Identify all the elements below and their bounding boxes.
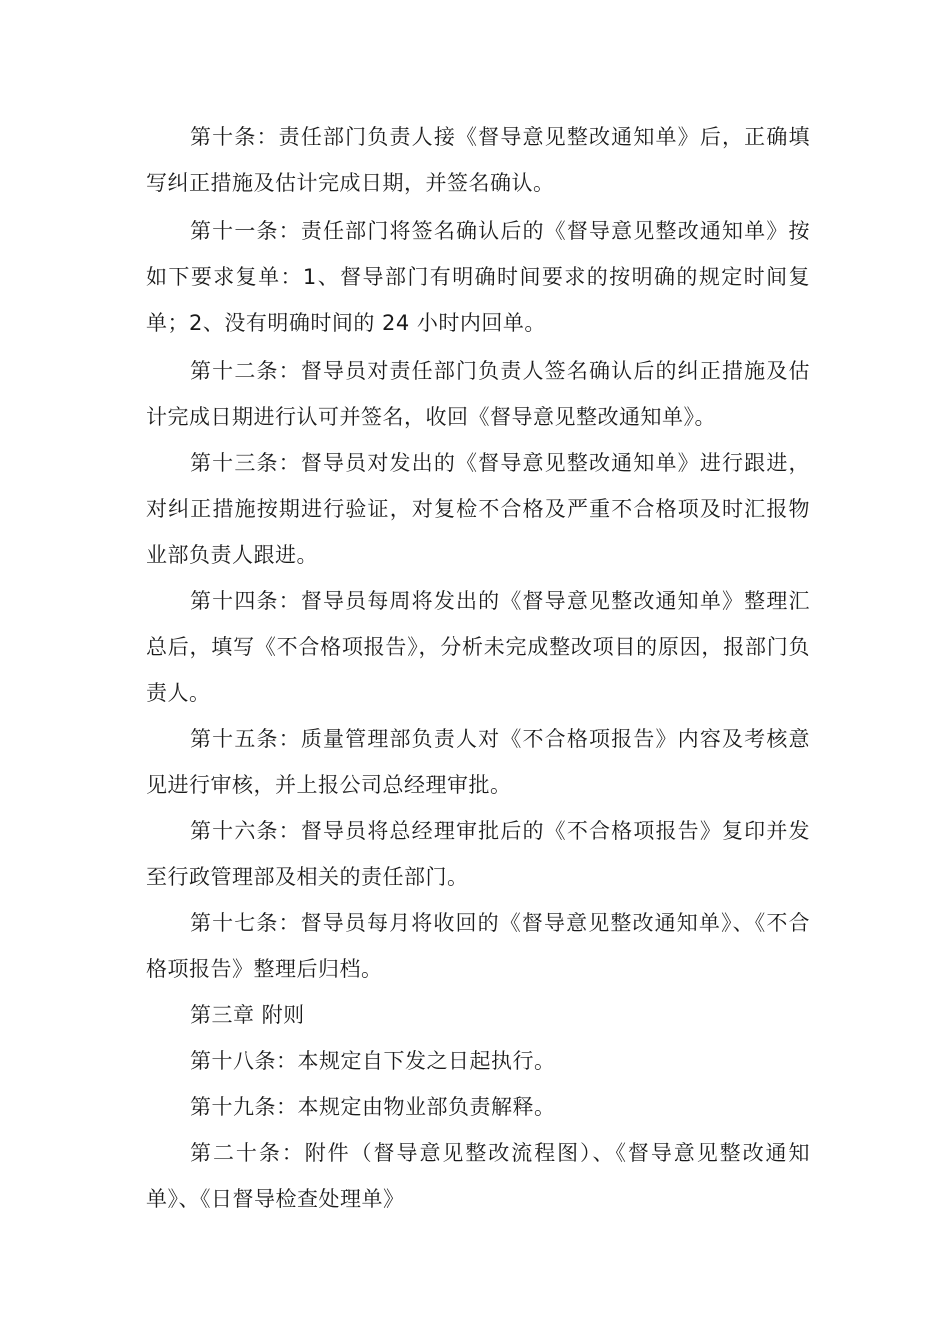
article-17: 第十七条：督导员每月将收回的《督导意见整改通知单》、《不合格项报告》整理后归档。 xyxy=(146,911,810,981)
article-10: 第十条：责任部门负责人接《督导意见整改通知单》后，正确填写纠正措施及估计完成日期，并签名确认。 xyxy=(146,125,810,195)
article-20: 第二十条：附件（督导意见整改流程图）、《督导意见整改通知单》、《日督导检查处理单》 xyxy=(146,1141,810,1211)
document-body xyxy=(146,114,810,1222)
article-13: 第十三条：督导员对发出的《督导意见整改通知单》进行跟进，对纠正措施按期进行验证，对复检不合格及严重不合格项及时汇报物业部负责人跟进。 xyxy=(146,451,810,567)
article-11: 第十一条：责任部门将签名确认后的《督导意见整改通知单》按如下要求复单：1、督导部门有明确时间要求的按明确的规定时间复单；2、没有明确时间的 24 小时内回单。 xyxy=(146,219,810,335)
article-15: 第十五条：质量管理部负责人对《不合格项报告》内容及考核意见进行审核，并上报公司总经理审批。 xyxy=(146,727,810,797)
article-12: 第十二条：督导员对责任部门负责人签名确认后的纠正措施及估计完成日期进行认可并签名，收回《督导意见整改通知单》。 xyxy=(146,359,810,429)
article-16: 第十六条：督导员将总经理审批后的《不合格项报告》复印并发至行政管理部及相关的责任部门。 xyxy=(146,819,810,889)
article-19: 第十九条：本规定由物业部负责解释。 xyxy=(190,1095,556,1119)
article-18: 第十八条：本规定自下发之日起执行。 xyxy=(190,1049,556,1073)
article-14: 第十四条：督导员每周将发出的《督导意见整改通知单》整理汇总后，填写《不合格项报告》，分析未完成整改项目的原因，报部门负责人。 xyxy=(146,589,810,705)
chapter-3-heading: 第三章 附则 xyxy=(190,1003,305,1027)
